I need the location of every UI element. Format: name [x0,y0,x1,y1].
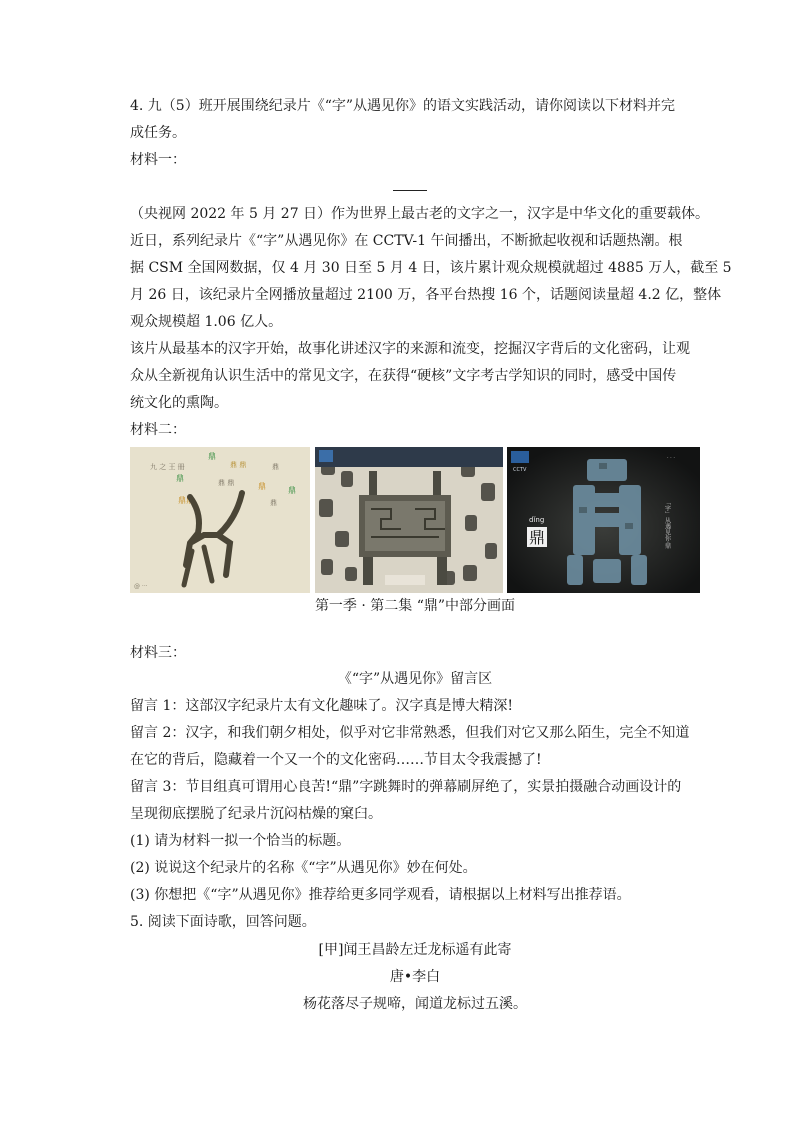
photo-caption: 第一季 · 第二集 “鼎”中部分画面 [314,598,516,614]
material-1-line: 众从全新视角认识生活中的常见文字，在获得“硬核”文字考古学知识的同时，感受中国传 [130,368,677,384]
material-1-line: 月 26 日，该纪录片全网播放量超过 2100 万，各平台热搜 16 个，话题阅读量超 4.2 亿，整体 [130,287,722,303]
poem-title: [甲]闻王昌龄左迁龙标遥有此寄 [318,942,512,958]
poem-line: 杨花落尽子规啼，闻道龙标过五溪。 [303,996,527,1012]
cctv-logo-text: CCTV [513,467,527,473]
comment-line: 在它的背后，隐藏着一个又一个的文化密码……节目太令我震撼了! [130,752,542,768]
material-1-line: 观众规模超 1.06 亿人。 [130,314,283,330]
question-4-line-2: 成任务。 [130,125,186,141]
material-2-label: 材料二： [130,422,186,438]
material-1-label: 材料一： [130,152,186,168]
svg-text:鼎: 鼎 [270,499,277,507]
small-ding-glyph: 鼎 [529,528,546,547]
comment-line: 留言 3：节目组真可谓用心良苦!“鼎”字跳舞时的弹幕刷屏绝了，实景拍摄融合动画设计的 [130,779,682,795]
svg-text:鼎: 鼎 [176,474,184,483]
comment-section-title: 《“字”从遇见你》留言区 [337,671,493,687]
still-ding-character [507,447,700,593]
question-4-line-1: 4. 九（5）班开展围绕纪录片《“字”从遇见你》的语文实践活动，请你阅读以下材料并完 [130,98,676,114]
material-1-line: 据 CSM 全国网数据，仅 4 月 30 日至 5 月 4 日，该片累计观众规模就超过 4885 万人，截至 5 [130,260,732,276]
material-1-line: 统文化的熏陶。 [130,395,228,411]
material-1-line: 该片从最基本的汉字开始，故事化讲述汉字的来源和流变，挖掘汉字背后的文化密码，让观 [130,341,690,357]
svg-text:鼎: 鼎 [288,486,296,495]
svg-text:@ ···: @ ··· [134,583,148,590]
svg-text:鼎 鼎: 鼎 鼎 [230,461,247,469]
svg-text:鼎鼎: 鼎鼎 [178,496,194,505]
comment-line: 呈现彻底摆脱了纪录片沉闷枯燥的窠臼。 [130,806,382,822]
documentary-stills [130,447,700,593]
svg-text:鼎: 鼎 [272,463,279,471]
poem-author: 唐•李白 [389,969,441,985]
svg-text:鼎 鼎: 鼎 鼎 [218,479,235,487]
material-3-label: 材料三： [130,645,186,661]
task-item: (2) 说说这个纪录片的名称《“字”从遇见你》妙在何处。 [130,860,477,876]
vertical-subtitle: 「字」从遇见你·鼎 [663,499,671,549]
material-1-line: （央视网 2022 年 5 月 27 日）作为世界上最古老的文字之一，汉字是中华文化的重要载体。 [130,206,710,222]
comment-line: 留言 2：汉字，和我们朝夕相处，似乎对它非常熟悉，但我们对它又那么陌生，完全不知道 [130,725,690,741]
still-ancient-script [130,447,310,593]
title-blank-line [393,190,427,191]
pinyin-label: dǐng [529,516,545,524]
svg-text:鼎: 鼎 [208,452,216,461]
svg-text:· · ·: · · · [667,455,675,461]
comment-line: 留言 1：这部汉字纪录片太有文化趣味了。汉字真是博大精深! [130,698,513,714]
task-item: (1) 请为材料一拟一个恰当的标题。 [130,833,351,849]
question-5-intro: 5. 阅读下面诗歌，回答问题。 [130,914,316,930]
material-1-line: 近日，系列纪录片《“字”从遇见你》在 CCTV-1 午间播出，不断掀起收视和话题热潮。根 [130,233,683,249]
svg-text:九 之 王 冊: 九 之 王 冊 [150,463,185,471]
still-bronze-ding [315,447,503,593]
svg-text:鼎: 鼎 [258,482,266,491]
task-item: (3) 你想把《“字”从遇见你》推荐给更多同学观看，请根据以上材料写出推荐语。 [130,887,631,903]
